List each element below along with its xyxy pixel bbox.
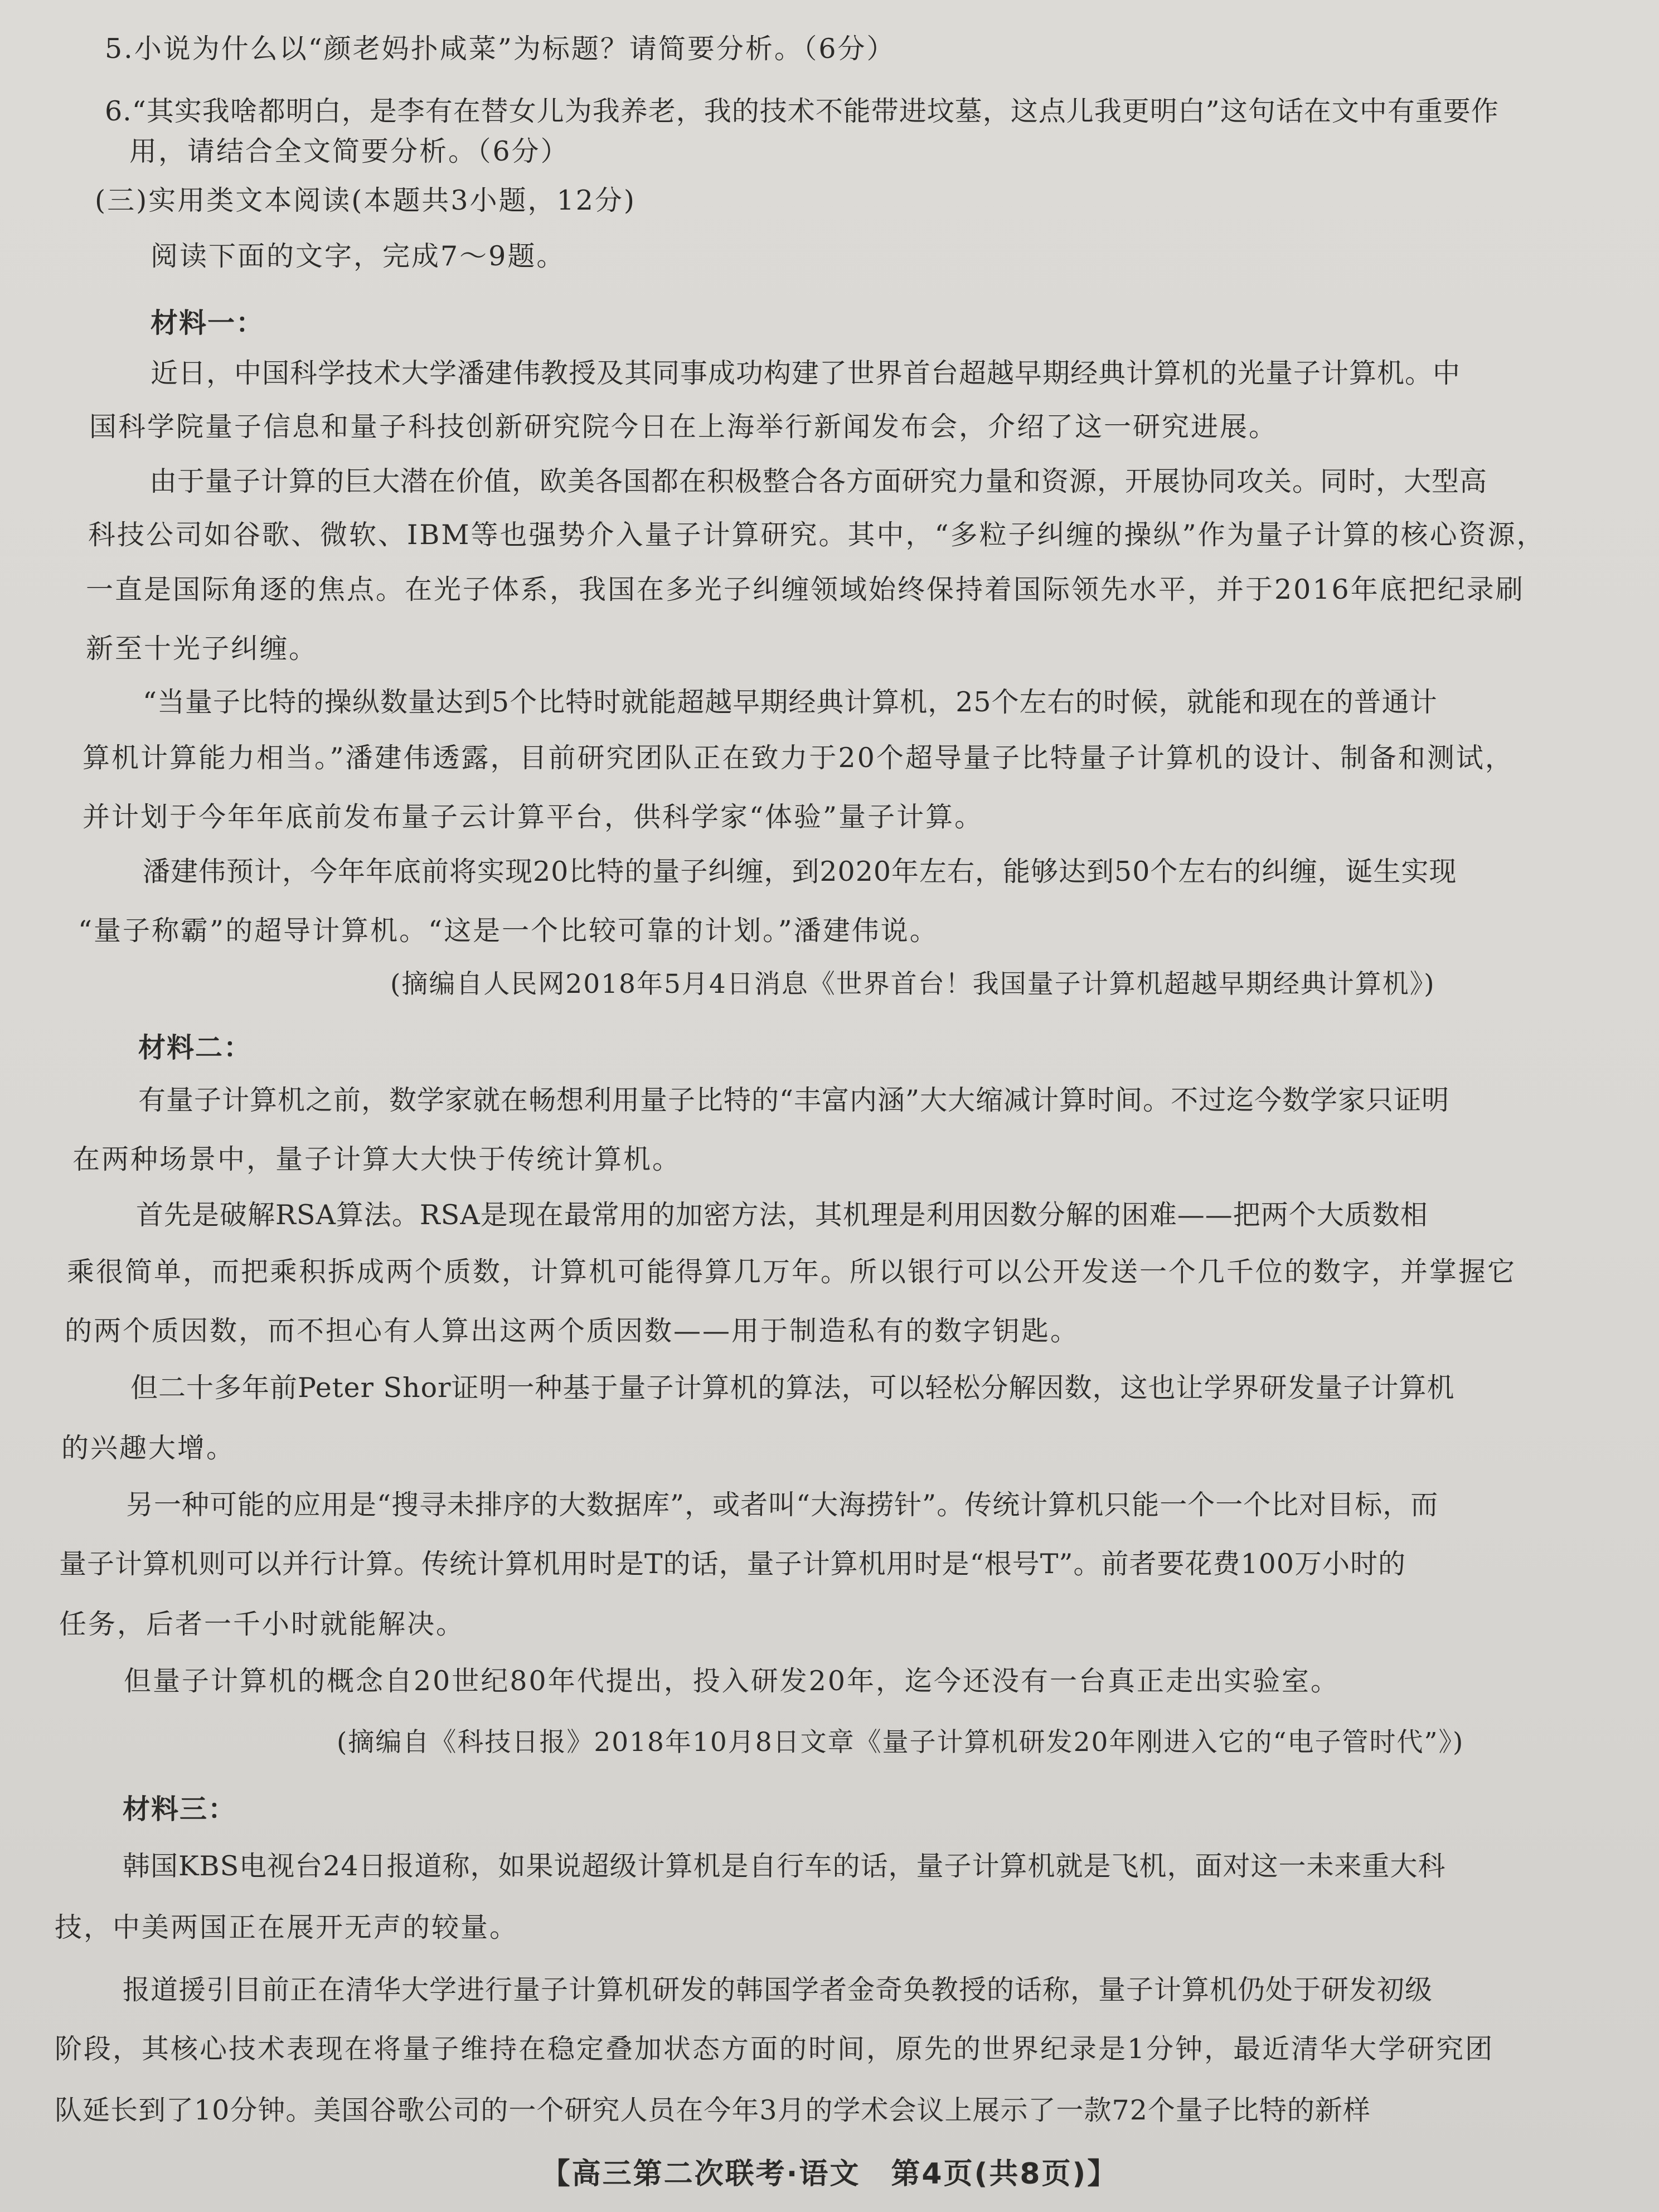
material-1-line: 国科学院量子信息和量子科技创新研究院今日在上海举行新闻发布会，介绍了这一研究进展。	[89, 411, 1278, 443]
section-instruction: 阅读下面的文字，完成7～9题。	[151, 240, 566, 272]
question-5: 5.小说为什么以“颜老妈扑咸菜”为标题？请简要分析。（6分）	[105, 33, 896, 65]
material-1-source: (摘编自人民网2018年5月4日消息《世界首台！我国量子计算机超越早期经典计算机》)	[390, 969, 1435, 1000]
material-2-line: 的兴趣大增。	[61, 1432, 236, 1464]
material-1-line: 一直是国际角逐的焦点。在光子体系，我国在多光子纠缠领域始终保持着国际领先水平，并于2016年底把纪录刷	[86, 574, 1525, 605]
material-2-line: 首先是破解RSA算法。RSA是现在最常用的加密方法，其机理是利用因数分解的困难——把两个大质数相	[136, 1199, 1428, 1231]
material-1-line: 科技公司如谷歌、微软、IBM等也强势介入量子计算研究。其中，“多粒子纠缠的操纵”作为量子计算的核心资源，	[88, 519, 1546, 551]
material-3-line: 报道援引目前正在清华大学进行量子计算机研发的韩国学者金奇奂教授的话称，量子计算机仍处于研发初级	[123, 1974, 1433, 2006]
material-3-line: 阶段，其核心技术表现在将量子维持在稳定叠加状态方面的时间，原先的世界纪录是1分钟，最近清华大学研究团	[55, 2033, 1495, 2065]
material-1-line: 由于量子计算的巨大潜在价值，欧美各国都在积极整合各方面研究力量和资源，开展协同攻关。同时，大型高	[149, 465, 1488, 497]
material-3-line: 技，中美两国正在展开无声的较量。	[55, 1912, 519, 1943]
material-2-line: 量子计算机则可以并行计算。传统计算机用时是T的话，量子计算机用时是“根号T”。前者要花费100万小时的	[59, 1548, 1406, 1580]
question-6-line-2: 用，请结合全文简要分析。（6分）	[129, 135, 570, 167]
material-2-heading: 材料二：	[138, 1032, 253, 1064]
material-3-line: 队延长到了10分钟。美国谷歌公司的一个研究人员在今年3月的学术会议上展示了一款72个量子比特的新样	[55, 2094, 1371, 2126]
material-1-line: “量子称霸”的超导计算机。“这是一个比较可靠的计划。”潘建伟说。	[78, 915, 939, 947]
material-3-line: 韩国KBS电视台24日报道称，如果说超级计算机是自行车的话，量子计算机就是飞机，面对这一未来重大科	[123, 1850, 1446, 1882]
question-6-line-1: 6.“其实我啥都明白，是李有在替女儿为我养老，我的技术不能带进坟墓，这点儿我更明白”这句话在文中有重要作	[105, 95, 1499, 127]
material-2-line: 有量子计算机之前，数学家就在畅想利用量子比特的“丰富内涵”大大缩减计算时间。不过迄今数学家只证明	[138, 1084, 1450, 1116]
material-1-line: 近日，中国科学技术大学潘建伟教授及其同事成功构建了世界首台超越早期经典计算机的光量子计算机。中	[151, 357, 1461, 389]
material-2-line: 但二十多年前Peter Shor证明一种基于量子计算机的算法，可以轻松分解因数，这也让学界研发量子计算机	[130, 1372, 1455, 1404]
page-footer: 【高三第二次联考·语文 第4页(共8页)】	[541, 2157, 1118, 2191]
material-2-line: 的两个质因数，而不担心有人算出这两个质因数——用于制造私有的数字钥匙。	[65, 1315, 1080, 1347]
material-1-heading: 材料一：	[151, 307, 265, 339]
material-1-line: “当量子比特的操纵数量达到5个比特时就能超越早期经典计算机，25个左右的时候，就能和现在的普通计	[143, 686, 1438, 718]
material-1-line: 并计划于今年年底前发布量子云计算平台，供科学家“体验”量子计算。	[83, 801, 984, 833]
material-2-line: 乘很简单，而把乘积拆成两个质数，计算机可能得算几万年。所以银行可以公开发送一个几千位的数字，并掌握它	[67, 1256, 1517, 1288]
material-2-line: 但量子计算机的概念自20世纪80年代提出，投入研发20年，迄今还没有一台真正走出实验室。	[124, 1665, 1340, 1697]
material-2-line: 在两种场景中，量子计算大大快于传统计算机。	[72, 1143, 682, 1175]
material-2-line: 另一种可能的应用是“搜寻未排序的大数据库”，或者叫“大海捞针”。传统计算机只能一个一个比对目标，而	[126, 1489, 1439, 1521]
material-2-line: 任务，后者一千小时就能解决。	[59, 1608, 465, 1640]
material-2-source: (摘编自《科技日报》2018年10月8日文章《量子计算机研发20年刚进入它的“电子管时代”》)	[337, 1727, 1464, 1758]
material-1-line: 算机计算能力相当。”潘建伟透露，目前研究团队正在致力于20个超导量子比特量子计算机的设计、制备和测试，	[83, 742, 1514, 774]
material-3-heading: 材料三：	[123, 1793, 237, 1825]
material-1-line: 新至十光子纠缠。	[86, 633, 318, 664]
section-title: (三)实用类文本阅读(本题共3小题，12分)	[95, 185, 636, 216]
material-1-line: 潘建伟预计，今年年底前将实现20比特的量子纠缠，到2020年左右，能够达到50个左右的纠缠，诞生实现	[143, 856, 1457, 887]
